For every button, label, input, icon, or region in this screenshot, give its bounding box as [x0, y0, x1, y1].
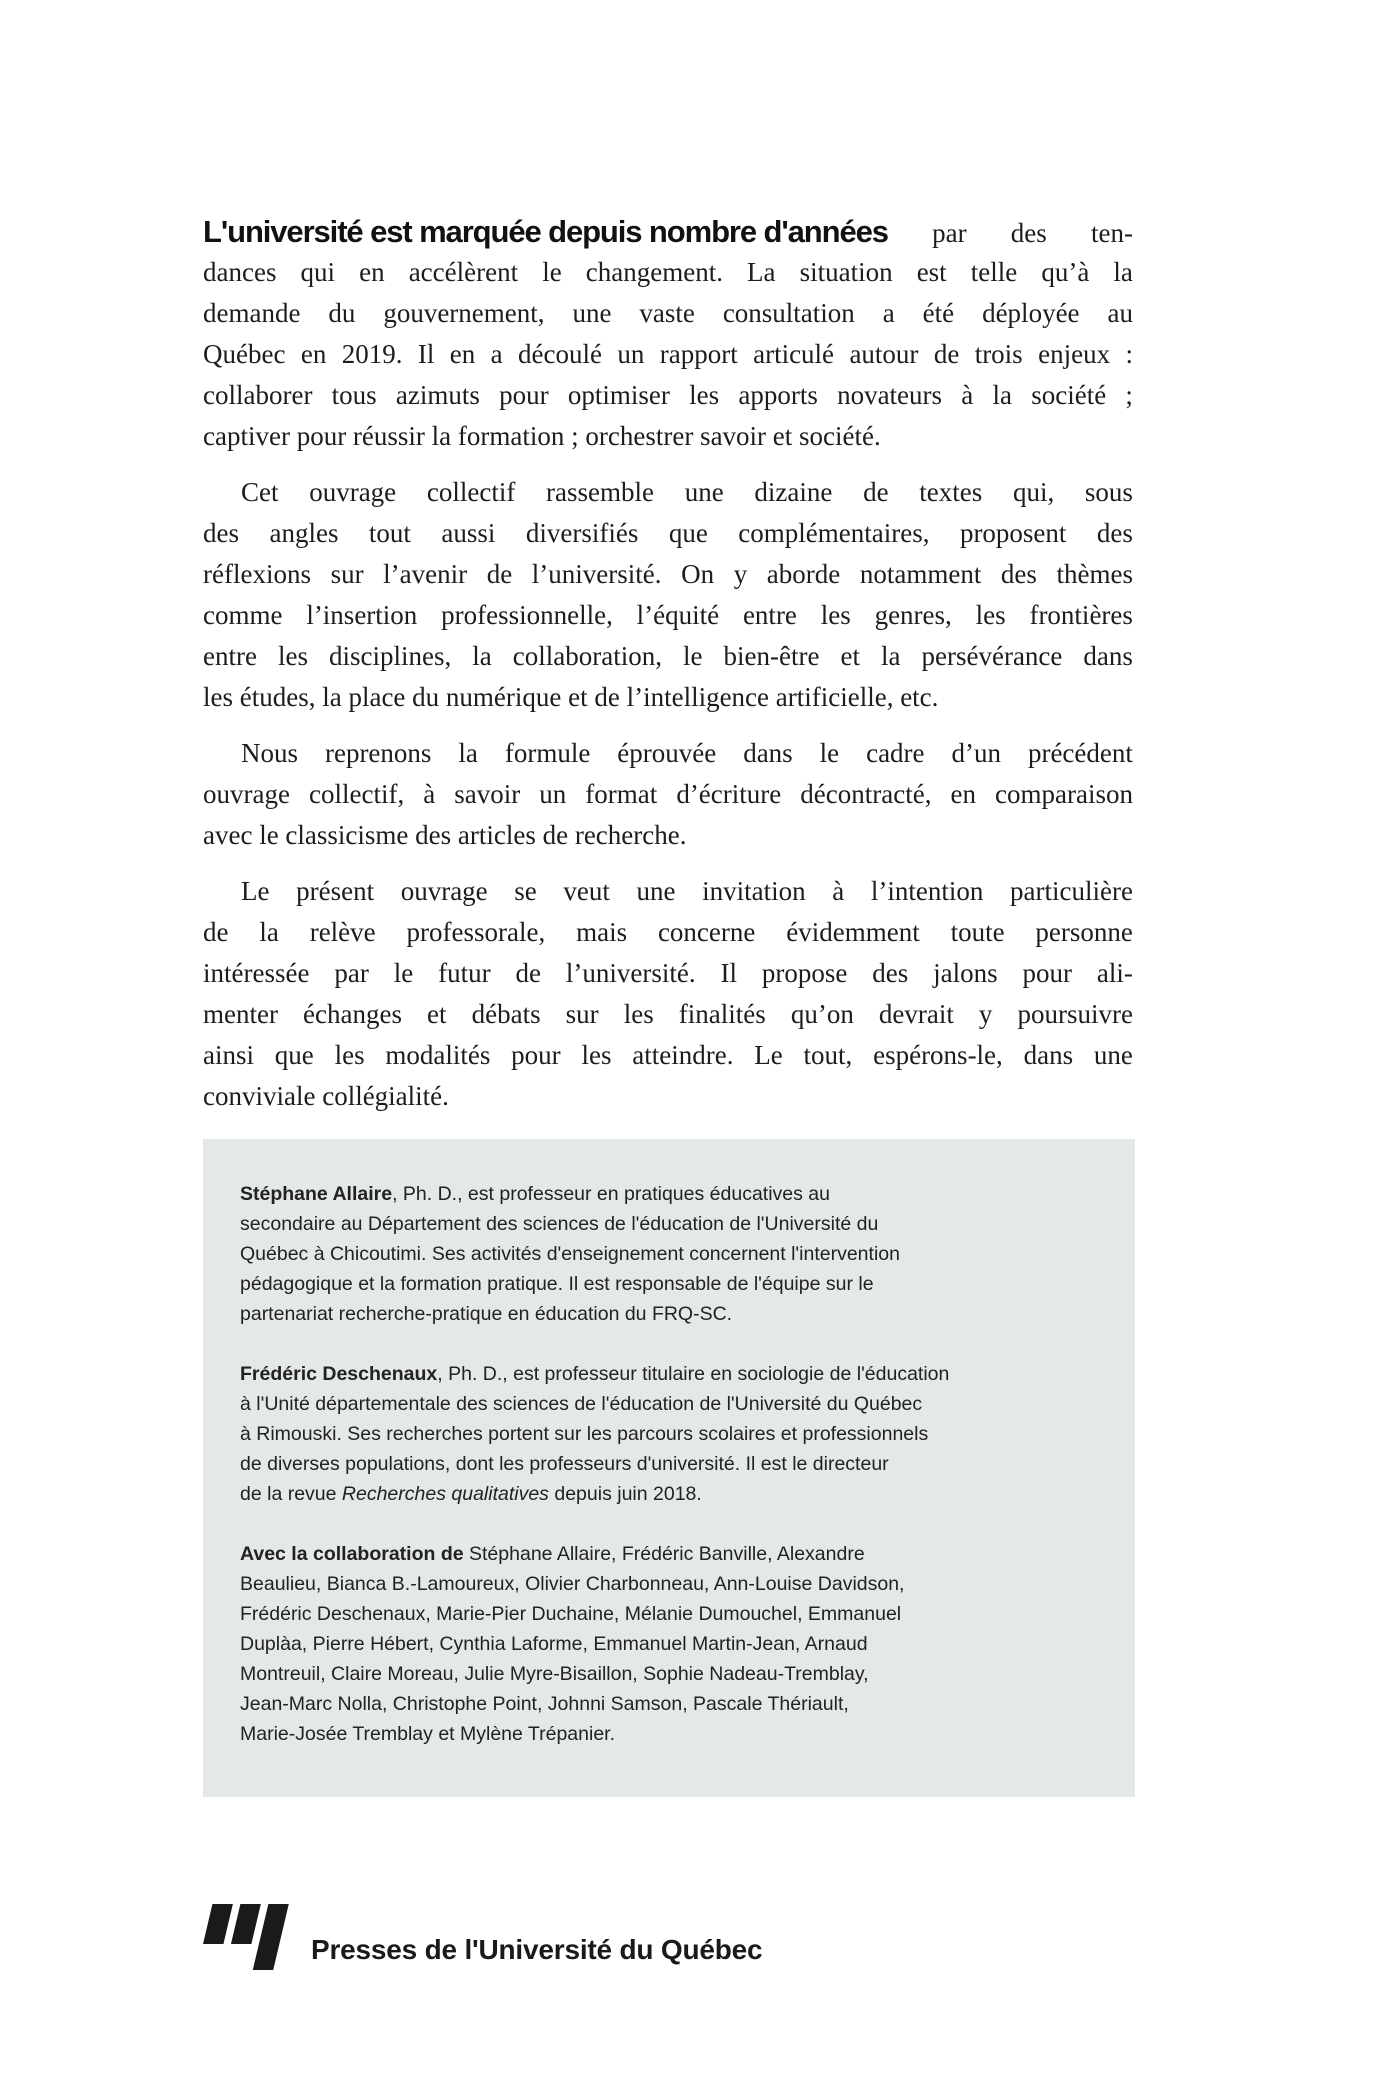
- text-line: Cet ouvrage collectif rassemble une dizaine de textes qui, sous: [241, 477, 1133, 507]
- text-line: Le présent ouvrage se veut une invitation à l’intention particulière: [241, 876, 1133, 906]
- publisher-name: Presses de l'Université du Québec: [311, 1934, 763, 1965]
- publisher-footer: [203, 1904, 762, 1970]
- text-line: Québec en 2019. Il en a découlé un rapport articulé autour de trois enjeux :: [203, 339, 1133, 369]
- paragraph: [203, 871, 1133, 1117]
- text-line: demande du gouvernement, une vaste consultation a été déployée au: [203, 298, 1133, 328]
- bio-line: pédagogique et la formation pratique. Il est responsable de l'équipe sur le: [240, 1273, 874, 1295]
- bio-line: Montreuil, Claire Moreau, Julie Myre-Bisaillon, Sophie Nadeau-Tremblay,: [240, 1663, 869, 1685]
- bio-entry: [240, 1539, 1100, 1749]
- bio-line: Frédéric Deschenaux, Ph. D., est professeur titulaire en sociologie de l'éducation: [240, 1363, 950, 1385]
- bio-line: de diverses populations, dont les professeurs d'université. Il est le directeur: [240, 1453, 889, 1475]
- back-cover-text: [203, 211, 1133, 1117]
- text-line: ainsi que les modalités pour les atteindre. Le tout, espérons-le, dans une: [203, 1040, 1133, 1070]
- authors-bio-box: [203, 1139, 1135, 1797]
- bio-line: Québec à Chicoutimi. Ses activités d'enseignement concernent l'intervention: [240, 1243, 900, 1265]
- bio-line: à Rimouski. Ses recherches portent sur les parcours scolaires et professionnels: [240, 1423, 929, 1445]
- bio-entry: [240, 1179, 1100, 1329]
- bio-line: à l'Unité départementale des sciences de l'éducation de l'Université du Québec: [240, 1393, 923, 1415]
- text-line: réflexions sur l’avenir de l’université. On y aborde notamment des thèmes: [203, 559, 1133, 589]
- text-line: des angles tout aussi diversifiés que complémentaires, proposent des: [203, 518, 1133, 548]
- bio-line: Beaulieu, Bianca B.-Lamoureux, Olivier Charbonneau, Ann-Louise Davidson,: [240, 1573, 905, 1595]
- paragraph: [203, 733, 1133, 856]
- text-line: captiver pour réussir la formation ; orchestrer savoir et société.: [203, 421, 881, 451]
- text-line: L'université est marquée depuis nombre d'années par des ten-: [203, 211, 1133, 252]
- lead-phrase: L'université est marquée depuis nombre d'années: [203, 214, 888, 249]
- text-line: ouvrage collectif, à savoir un format d’écriture décontracté, en comparaison: [203, 779, 1133, 809]
- text-line: menter échanges et débats sur les finalités qu’on devrait y poursuivre: [203, 999, 1133, 1029]
- bio-line: secondaire au Département des sciences de l'éducation de l'Université du: [240, 1213, 879, 1235]
- bio-line: Stéphane Allaire, Ph. D., est professeur en pratiques éducatives au: [240, 1183, 830, 1205]
- text-line: intéressée par le futur de l’université. Il propose des jalons pour ali-: [203, 958, 1133, 988]
- text-line: dances qui en accélèrent le changement. La situation est telle qu’à la: [203, 257, 1133, 287]
- text-line: entre les disciplines, la collaboration, le bien-être et la persévérance dans: [203, 641, 1133, 671]
- bio-line: Duplàa, Pierre Hébert, Cynthia Laforme, Emmanuel Martin-Jean, Arnaud: [240, 1633, 868, 1655]
- text-line: de la relève professorale, mais concerne évidemment toute personne: [203, 917, 1133, 947]
- text-line: Nous reprenons la formule éprouvée dans le cadre d’un précédent: [241, 738, 1133, 768]
- paragraph: [203, 211, 1133, 457]
- text-line: les études, la place du numérique et de l’intelligence artificielle, etc.: [203, 682, 939, 712]
- puq-logo-icon: [203, 1904, 289, 1970]
- bio-line: Frédéric Deschenaux, Marie-Pier Duchaine, Mélanie Dumouchel, Emmanuel: [240, 1603, 902, 1625]
- bio-line: Jean-Marc Nolla, Christophe Point, Johnni Samson, Pascale Thériault,: [240, 1693, 849, 1715]
- bio-entry: [240, 1359, 1100, 1509]
- paragraph: [203, 472, 1133, 718]
- text-line: conviviale collégialité.: [203, 1081, 449, 1111]
- bio-line: de la revue Recherches qualitatives depuis juin 2018.: [240, 1483, 702, 1505]
- text-line: avec le classicisme des articles de recherche.: [203, 820, 687, 850]
- bio-line: Avec la collaboration de Stéphane Allaire, Frédéric Banville, Alexandre: [240, 1543, 865, 1565]
- text-line: comme l’insertion professionnelle, l’équité entre les genres, les frontières: [203, 600, 1133, 630]
- bio-line: partenariat recherche-pratique en éducation du FRQ-SC.: [240, 1303, 733, 1325]
- bio-line: Marie-Josée Tremblay et Mylène Trépanier.: [240, 1723, 615, 1745]
- text-line: collaborer tous azimuts pour optimiser les apports novateurs à la société ;: [203, 380, 1133, 410]
